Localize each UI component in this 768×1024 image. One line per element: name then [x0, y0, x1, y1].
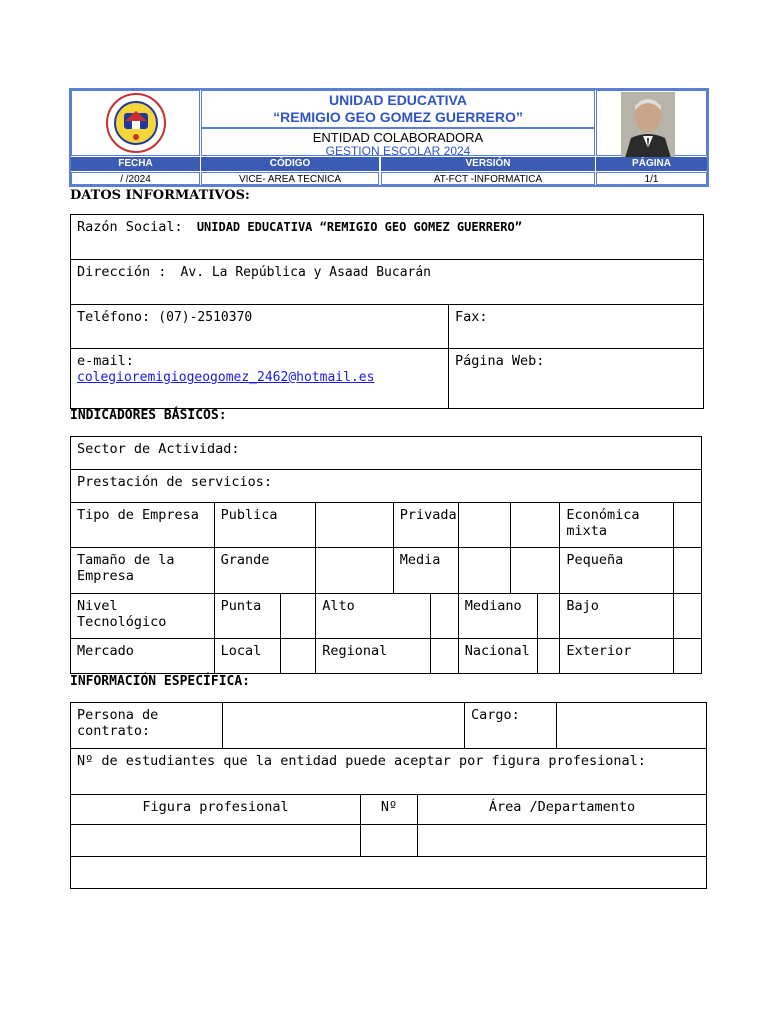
tamano-pequena-box[interactable] [673, 548, 701, 594]
nivel-mediano-box[interactable] [538, 594, 560, 639]
mercado-label: Mercado [71, 639, 215, 674]
direccion-cell[interactable] [71, 260, 704, 305]
web-cell[interactable] [449, 349, 704, 409]
tamano-empresa-label: Tamaño de la Empresa [71, 548, 215, 594]
estudiantes-label: Nº de estudiantes que la entidad puede aceptar por figura profesional: [71, 749, 707, 795]
direccion-value: Av. La República y Asaad Bucarán [180, 265, 431, 280]
logo-cell [71, 90, 200, 156]
sector-actividad-cell[interactable]: Sector de Actividad: [71, 437, 702, 470]
prestacion-servicios-cell[interactable]: Prestación de servicios: [71, 470, 702, 503]
mercado-regional-box[interactable] [431, 639, 458, 674]
fax-label: Fax: [455, 309, 488, 325]
direccion-label: Dirección : [77, 264, 167, 280]
especifica-table [70, 702, 707, 889]
area-departamento-field[interactable] [418, 825, 707, 857]
email-cell[interactable] [71, 349, 449, 409]
razon-social-cell[interactable] [71, 215, 704, 260]
nivel-alto-label: Alto [316, 594, 431, 639]
tipo-mixta-label: Económica mixta [560, 503, 673, 548]
especifica-heading: INFORMACIÓN ESPECÍFICA: [70, 674, 251, 689]
photo-cell [596, 90, 707, 156]
tamano-media-label: Media [393, 548, 458, 594]
telefono-cell[interactable] [71, 305, 449, 349]
tamano-pequena-label: Pequeña [560, 548, 673, 594]
mercado-regional-label: Regional [316, 639, 431, 674]
nivel-alto-box[interactable] [431, 594, 458, 639]
pagina-value: 1/1 [596, 172, 707, 185]
tamano-blank-box[interactable] [511, 548, 560, 594]
mercado-local-box[interactable] [280, 639, 316, 674]
school-logo [72, 91, 199, 155]
nivel-punta-label: Punta [214, 594, 280, 639]
nivel-bajo-box[interactable] [673, 594, 701, 639]
figura-profesional-header: Figura profesional [71, 795, 361, 825]
tipo-privada-box[interactable] [458, 503, 510, 548]
cargo-label: Cargo: [465, 703, 557, 749]
codigo-value: VICE- AREA TECNICA [201, 172, 379, 185]
col-pagina-header: PÁGINA [596, 157, 707, 171]
area-departamento-header: Área /Departamento [418, 795, 707, 825]
tipo-empresa-label: Tipo de Empresa [71, 503, 215, 548]
title-cell [201, 90, 595, 128]
figura-profesional-field[interactable] [71, 825, 361, 857]
school-name-line1: UNIDAD EDUCATIVA [329, 92, 467, 108]
version-value: AT-FCT -INFORMATICA [381, 172, 595, 185]
founder-portrait [621, 92, 675, 158]
tipo-blank-box[interactable] [511, 503, 560, 548]
tamano-grande-box[interactable] [316, 548, 394, 594]
col-codigo-header: CÓDIGO [201, 157, 379, 171]
col-fecha-header: FECHA [71, 157, 200, 171]
mercado-exterior-label: Exterior [560, 639, 673, 674]
mercado-nacional-label: Nacional [458, 639, 538, 674]
fax-cell[interactable] [449, 305, 704, 349]
razon-social-label: Razón Social: [77, 219, 183, 235]
persona-contrato-field[interactable] [223, 703, 465, 749]
tipo-publica-box[interactable] [316, 503, 394, 548]
tamano-media-box[interactable] [458, 548, 510, 594]
tipo-publica-label: Publica [214, 503, 316, 548]
doc-title: ENTIDAD COLABORADORA [312, 130, 484, 145]
email-link[interactable]: colegioremigiogeogomez_2462@hotmail.es [77, 370, 375, 385]
mercado-local-label: Local [214, 639, 280, 674]
nivel-tecnologico-label: Nivel Tecnológico [71, 594, 215, 639]
tipo-privada-label: Privada [393, 503, 458, 548]
doc-subtitle: GESTION ESCOLAR 2024 [325, 144, 471, 156]
email-label: e-mail: [77, 353, 134, 369]
numero-field[interactable] [361, 825, 418, 857]
nivel-mediano-label: Mediano [458, 594, 538, 639]
nivel-punta-box[interactable] [280, 594, 316, 639]
datos-table [70, 214, 704, 409]
persona-contrato-label: Persona de contrato: [71, 703, 223, 749]
numero-header: Nº [361, 795, 418, 825]
indicadores-table [70, 436, 702, 674]
indicadores-heading: INDICADORES BÁSICOS: [70, 408, 227, 423]
col-version-header: VERSIÓN [381, 157, 595, 171]
blank-row[interactable] [71, 857, 707, 889]
telefono-label: Teléfono: [77, 309, 151, 325]
datos-heading: DATOS INFORMATIVOS: [70, 188, 250, 203]
web-label: Página Web: [455, 353, 545, 369]
fecha-value: / /2024 [71, 172, 200, 185]
nivel-bajo-label: Bajo [560, 594, 673, 639]
tamano-grande-label: Grande [214, 548, 316, 594]
mercado-exterior-box[interactable] [673, 639, 701, 674]
razon-social-value: UNIDAD EDUCATIVA “REMIGIO GEO GOMEZ GUERRERO” [196, 220, 522, 234]
telefono-value: (07)-2510370 [158, 310, 253, 325]
tipo-mixta-box[interactable] [673, 503, 701, 548]
school-name-line2: “REMIGIO GEO GOMEZ GUERRERO” [273, 109, 523, 125]
cargo-field[interactable] [557, 703, 707, 749]
doc-title-cell [201, 128, 595, 156]
mercado-nacional-box[interactable] [538, 639, 560, 674]
